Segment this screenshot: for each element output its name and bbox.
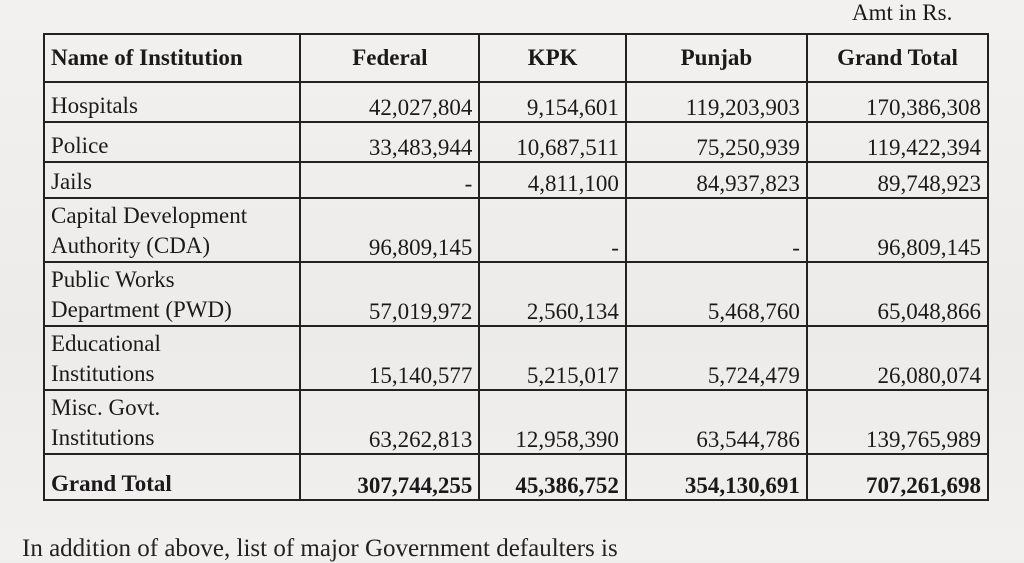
federal-value: 57,019,972 bbox=[300, 262, 479, 326]
table-row bbox=[44, 326, 988, 390]
amount-unit-note: Amt in Rs. bbox=[852, 0, 953, 25]
federal-value: - bbox=[300, 162, 479, 198]
kpk-value: 4,811,100 bbox=[479, 162, 626, 198]
total-value: 170,386,308 bbox=[807, 82, 988, 122]
footer-paragraph: In addition of above, list of major Government defaulters is bbox=[22, 535, 618, 562]
row-label: Hospitals bbox=[44, 82, 300, 122]
federal-value: 96,809,145 bbox=[300, 198, 479, 262]
overall-grand-total: 707,261,698 bbox=[807, 454, 988, 500]
punjab-value: - bbox=[626, 198, 807, 262]
grand-total-row bbox=[44, 454, 988, 500]
punjab-value: 5,724,479 bbox=[626, 326, 807, 390]
table-row bbox=[44, 162, 988, 198]
kpk-value: 10,687,511 bbox=[479, 122, 626, 162]
table-row bbox=[44, 82, 988, 122]
total-value: 65,048,866 bbox=[807, 262, 988, 326]
table-header-row bbox=[44, 34, 988, 82]
header-institution: Name of Institution bbox=[44, 34, 300, 82]
grand-total-label: Grand Total bbox=[44, 454, 300, 500]
header-punjab: Punjab bbox=[626, 34, 807, 82]
total-value: 119,422,394 bbox=[807, 122, 988, 162]
federal-value: 63,262,813 bbox=[300, 390, 479, 454]
punjab-value: 84,937,823 bbox=[626, 162, 807, 198]
row-label: Capital Development Authority (CDA) bbox=[44, 198, 300, 262]
row-label: Jails bbox=[44, 162, 300, 198]
row-label: Public Works Department (PWD) bbox=[44, 262, 300, 326]
federal-value: 15,140,577 bbox=[300, 326, 479, 390]
punjab-value: 119,203,903 bbox=[626, 82, 807, 122]
punjab-value: 5,468,760 bbox=[626, 262, 807, 326]
federal-value: 33,483,944 bbox=[300, 122, 479, 162]
row-label: Educational Institutions bbox=[44, 326, 300, 390]
header-kpk: KPK bbox=[479, 34, 626, 82]
table-row bbox=[44, 262, 988, 326]
kpk-value: 12,958,390 bbox=[479, 390, 626, 454]
punjab-value: 75,250,939 bbox=[626, 122, 807, 162]
federal-value: 42,027,804 bbox=[300, 82, 479, 122]
kpk-value: - bbox=[479, 198, 626, 262]
punjab-value: 63,544,786 bbox=[626, 390, 807, 454]
kpk-grand-total: 45,386,752 bbox=[479, 454, 626, 500]
total-value: 26,080,074 bbox=[807, 326, 988, 390]
table-row bbox=[44, 390, 988, 454]
row-label: Misc. Govt. Institutions bbox=[44, 390, 300, 454]
kpk-value: 5,215,017 bbox=[479, 326, 626, 390]
total-value: 96,809,145 bbox=[807, 198, 988, 262]
kpk-value: 2,560,134 bbox=[479, 262, 626, 326]
federal-grand-total: 307,744,255 bbox=[300, 454, 479, 500]
total-value: 89,748,923 bbox=[807, 162, 988, 198]
total-value: 139,765,989 bbox=[807, 390, 988, 454]
row-label: Police bbox=[44, 122, 300, 162]
header-federal: Federal bbox=[300, 34, 479, 82]
table-row bbox=[44, 122, 988, 162]
kpk-value: 9,154,601 bbox=[479, 82, 626, 122]
institution-dues-table bbox=[43, 33, 989, 501]
header-grand-total: Grand Total bbox=[807, 34, 988, 82]
punjab-grand-total: 354,130,691 bbox=[626, 454, 807, 500]
table-row bbox=[44, 198, 988, 262]
